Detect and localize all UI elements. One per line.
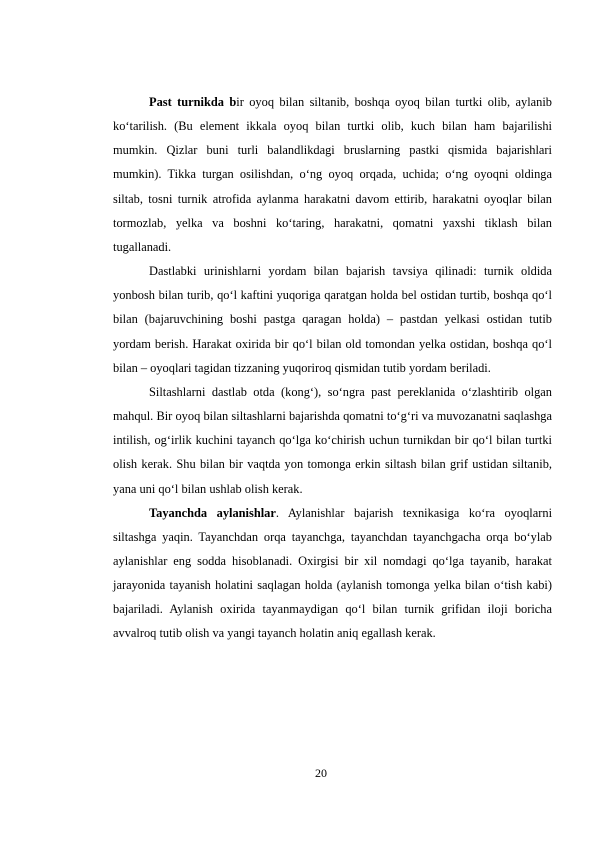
page-number: 20 bbox=[315, 766, 327, 780]
paragraph-text: Siltashlarni dastlab otda (kong‘), so‘ngra past pereklanida o‘zlashtirib olgan mahqul. Bir oyoq bilan siltashlarni bajarishda qomatni to‘g‘ri va muvozanatni saqlashga intilish, og‘irlik kuchini tayanch qo‘lga ko‘chirish uchun turnikdan bir qo‘l bilan turtki olish kerak. Shu bilan bir vaqtda yon tomonga erkin siltash bilan grif ustidan siltanib, yana uni qo‘l bilan ushlab olish kerak. bbox=[113, 384, 552, 496]
paragraph-text: Dastlabki urinishlarni yordam bilan bajarish tavsiya qilinadi: turnik oldida yonbosh bilan turib, qo‘l kaftini yuqoriga qaratgan holda bel ostidan turtib, boshqa qo‘l bilan (bajaruvchining boshi pastga qaragan holda) – pastdan yelkasi ostidan tutib yordam berish. Harakat oxirida bir qo‘l bilan old tomondan yelka ostidan, boshqa qo‘l bilan – oyoqlari tagidan tizzaning yuqoriroq qismidan tutib yordam beriladi. bbox=[113, 264, 552, 375]
paragraph-past-turnik bbox=[113, 90, 552, 259]
document-body bbox=[113, 90, 552, 646]
paragraph-lead-bold: Past turnikda b bbox=[149, 95, 237, 109]
paragraph-siltashlar bbox=[113, 380, 552, 501]
paragraph-text: . Aylanishlar bajarish texnikasiga ko‘ra oyoqlarni siltashga yaqin. Tayanchdan orqa tayanchga, tayanchdan tayanchgacha orqa bo‘ylab aylanishlar eng sodda hisoblanadi. Oxirgisi bir xil nomdagi qo‘lga tayanib, harakat jarayonida tayanish holatini saqlagan holda (aylanish tomonga yelka bilan o‘tish kabi) bajariladi. Aylanish oxirida tayanmaydigan qo‘l bilan turnik grifidan iloji boricha avvalroq tutib olish va yangi tayanch holatin aniq egallash kerak. bbox=[113, 505, 553, 641]
paragraph-lead-bold: Tayanchda aylanishlar bbox=[149, 505, 276, 520]
paragraph-tayanchda-aylanishlar bbox=[113, 501, 552, 646]
paragraph-text: ir oyoq bilan siltanib, boshqa oyoq bilan turtki olib, aylanib ko‘tarilish. (Bu element ikkala oyoq bilan turtki olib, kuch bilan ham bajarilishi mumkin. Qizlar buni turli balandlikdagi bruslarning pastki qismida bajarishlari mumkin). Tikka turgan osilishdan, o‘ng oyoq orqada, uchida; o‘ng oyoqni oldinga siltab, tosni turnik atrofida aylanma harakatni davom ettirib, harakatni oyoqlar bilan tormozlab, yelka va boshni ko‘taring, harakatni, qomatni yaxshi tiklash bilan tugallanadi. bbox=[113, 95, 552, 254]
paragraph-dastlabki bbox=[113, 259, 552, 380]
